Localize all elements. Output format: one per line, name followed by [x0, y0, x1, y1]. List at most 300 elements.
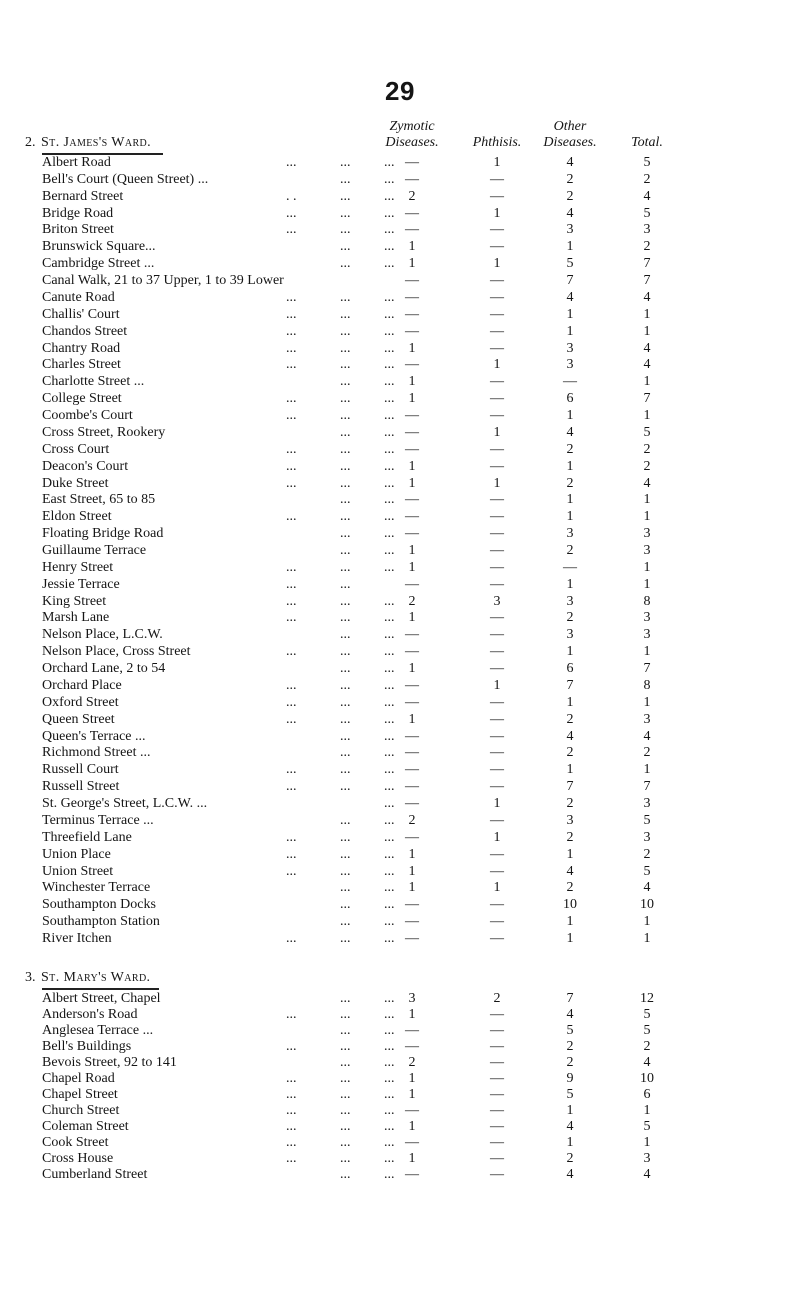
dot-leader: ...	[384, 711, 395, 727]
other-diseases-value: 4	[566, 863, 574, 879]
header-total-line2: Total.	[631, 135, 663, 150]
zymotic-value: —	[405, 914, 419, 930]
total-value: 1	[643, 1103, 651, 1118]
dot-leader: ...	[384, 846, 395, 862]
phthisis-value: 1	[493, 880, 501, 896]
other-diseases-value: 1	[566, 509, 574, 525]
total-value: 1	[643, 694, 651, 710]
zymotic-value: 1	[408, 475, 416, 491]
dot-leader: ...	[286, 391, 297, 407]
total-value: 2	[643, 458, 651, 474]
dot-leader: ...	[340, 779, 351, 795]
table-row	[0, 896, 800, 913]
other-diseases-value: 3	[566, 526, 574, 542]
table-row	[0, 458, 800, 475]
phthisis-value: 1	[493, 424, 501, 440]
header-phthisis-line2: Phthisis.	[472, 135, 522, 150]
dot-leader: ...	[384, 559, 395, 575]
dot-leader: ...	[340, 661, 351, 677]
total-value: 5	[643, 812, 651, 828]
table-row	[0, 441, 800, 458]
zymotic-value: —	[405, 509, 419, 525]
other-diseases-value: 1	[566, 914, 574, 930]
dot-leader: ...	[384, 543, 395, 558]
street-name: Chapel Road	[42, 1071, 115, 1086]
zymotic-value: 1	[408, 374, 416, 390]
zymotic-value: —	[405, 762, 419, 778]
dot-leader: ...	[340, 745, 351, 761]
dot-leader: ...	[384, 829, 395, 845]
zymotic-value: 1	[408, 340, 416, 356]
dot-leader: ...	[286, 1039, 297, 1054]
ward-name: St. James's Ward.	[41, 135, 152, 150]
dot-leader: ...	[340, 1103, 351, 1118]
total-value: 3	[643, 610, 651, 626]
total-value: 4	[643, 1167, 651, 1182]
phthisis-value: 1	[493, 475, 501, 491]
total-value: 5	[643, 424, 651, 440]
total-value: 1	[643, 762, 651, 778]
phthisis-value: —	[490, 812, 504, 828]
dot-leader: ...	[340, 306, 351, 322]
table-row	[0, 1022, 800, 1039]
zymotic-value: 1	[408, 610, 416, 626]
phthisis-value: 1	[493, 677, 501, 693]
header-zymotic	[372, 119, 452, 151]
dot-leader: ...	[286, 509, 297, 525]
other-diseases-value: 4	[566, 289, 574, 305]
dot-leader: ...	[384, 171, 395, 187]
dot-leader: ...	[286, 1103, 297, 1118]
table-row	[0, 205, 800, 222]
total-value: 7	[643, 661, 651, 677]
dot-leader: ...	[340, 644, 351, 660]
total-value: 1	[643, 374, 651, 390]
phthisis-value: —	[490, 408, 504, 424]
total-value: 1	[643, 1135, 651, 1150]
zymotic-value: 1	[408, 458, 416, 474]
other-diseases-value: 5	[566, 1087, 574, 1102]
dot-leader: ...	[286, 306, 297, 322]
dot-leader: ...	[340, 694, 351, 710]
table-row	[0, 373, 800, 390]
dot-leader: ...	[340, 424, 351, 440]
phthisis-value: —	[490, 306, 504, 322]
dot-leader: ...	[384, 239, 395, 255]
dot-leader: ...	[384, 779, 395, 795]
dot-leader: ...	[286, 829, 297, 845]
other-diseases-value: 2	[566, 829, 574, 845]
dot-leader: ...	[384, 188, 395, 204]
other-diseases-value: 6	[566, 391, 574, 407]
total-value: 1	[643, 576, 651, 592]
street-name: Church Street	[42, 1103, 120, 1118]
dot-leader: ...	[384, 458, 395, 474]
zymotic-value: 1	[408, 559, 416, 575]
other-diseases-value: 3	[566, 593, 574, 609]
other-diseases-value: 1	[566, 1103, 574, 1118]
table-row	[0, 356, 800, 373]
dot-leader: ...	[340, 991, 351, 1006]
street-name: Cook Street	[42, 1135, 109, 1150]
other-diseases-value: 2	[566, 475, 574, 491]
zymotic-value: 1	[408, 711, 416, 727]
total-value: 5	[643, 155, 651, 170]
other-diseases-value: 1	[566, 458, 574, 474]
dot-leader: ...	[340, 374, 351, 390]
dot-leader: ...	[384, 441, 395, 457]
total-value: 1	[643, 914, 651, 930]
dot-leader: ...	[384, 1087, 395, 1102]
dot-leader: ...	[340, 1071, 351, 1086]
table-row	[0, 306, 800, 323]
total-value: 3	[643, 829, 651, 845]
dot-leader: ...	[340, 931, 351, 947]
phthisis-value: —	[490, 458, 504, 474]
dot-leader: ...	[340, 846, 351, 862]
total-value: 4	[643, 728, 651, 744]
table-row	[0, 323, 800, 340]
street-name: Guillaume Terrace	[42, 543, 147, 558]
dot-leader: ...	[340, 239, 351, 255]
dot-leader: ...	[384, 509, 395, 525]
zymotic-value: —	[405, 155, 419, 170]
phthisis-value: —	[490, 1071, 504, 1086]
zymotic-value: —	[405, 829, 419, 845]
street-name: St. George's Street, L.C.W. ...	[42, 796, 208, 812]
phthisis-value: —	[490, 1087, 504, 1102]
other-diseases-value: 1	[566, 323, 574, 339]
zymotic-value: 1	[408, 1071, 416, 1086]
dot-leader: ...	[340, 188, 351, 204]
total-value: 7	[643, 391, 651, 407]
dot-leader: ...	[340, 289, 351, 305]
table-row	[0, 990, 800, 1007]
table-row	[0, 778, 800, 795]
street-name: Anderson's Road	[42, 1007, 138, 1022]
phthisis-value: —	[490, 222, 504, 238]
street-name: Eldon Street	[42, 509, 112, 525]
other-diseases-value: 4	[566, 155, 574, 170]
table-row	[0, 154, 800, 171]
dot-leader: ...	[340, 1087, 351, 1102]
other-diseases-value: 1	[566, 239, 574, 255]
table-row	[0, 643, 800, 660]
dot-leader: ...	[340, 222, 351, 238]
other-diseases-value: 4	[566, 1119, 574, 1134]
total-value: 3	[643, 543, 651, 558]
dot-leader: ...	[340, 1119, 351, 1134]
table-row	[0, 846, 800, 863]
other-diseases-value: 5	[566, 256, 574, 272]
other-diseases-value: 2	[566, 441, 574, 457]
dot-leader: ...	[384, 1151, 395, 1166]
table-row	[0, 1166, 800, 1183]
street-name: Chandos Street	[42, 323, 128, 339]
total-value: 1	[643, 408, 651, 424]
other-diseases-value: 1	[566, 492, 574, 508]
street-name: Henry Street	[42, 559, 114, 575]
street-name: Deacon's Court	[42, 458, 129, 474]
dot-leader: ...	[340, 897, 351, 913]
street-name: Duke Street	[42, 475, 109, 491]
street-name: Brunswick Square...	[42, 239, 156, 255]
header-phthisis	[457, 119, 537, 151]
street-name: Albert Street, Chapel	[42, 991, 161, 1006]
dot-leader: ...	[384, 610, 395, 626]
dot-leader: ...	[384, 374, 395, 390]
dot-leader: ...	[384, 205, 395, 221]
zymotic-value: —	[405, 1135, 419, 1150]
dot-leader: ...	[286, 222, 297, 238]
phthisis-value: —	[490, 846, 504, 862]
dot-leader: ...	[384, 593, 395, 609]
phthisis-value: 3	[493, 593, 501, 609]
table-row	[0, 424, 800, 441]
other-diseases-value: 7	[566, 991, 574, 1006]
dot-leader: ...	[286, 931, 297, 947]
dot-leader: ...	[286, 610, 297, 626]
phthisis-value: —	[490, 492, 504, 508]
street-name: Winchester Terrace	[42, 880, 151, 896]
dot-leader: ...	[340, 880, 351, 896]
section-heading-st-james	[25, 135, 151, 151]
dot-leader: ...	[286, 1087, 297, 1102]
total-value: 5	[643, 1023, 651, 1038]
total-value: 3	[643, 796, 651, 812]
total-value: 4	[643, 880, 651, 896]
dot-leader: ...	[384, 424, 395, 440]
other-diseases-value: 3	[566, 812, 574, 828]
dot-leader: ...	[340, 543, 351, 558]
zymotic-value: —	[405, 1039, 419, 1054]
dot-leader: ...	[340, 677, 351, 693]
table-row	[0, 829, 800, 846]
phthisis-value: —	[490, 509, 504, 525]
zymotic-value: 1	[408, 1151, 416, 1166]
zymotic-value: —	[405, 745, 419, 761]
other-diseases-value: 1	[566, 1135, 574, 1150]
dot-leader: ...	[384, 897, 395, 913]
street-name: Orchard Place	[42, 677, 122, 693]
dot-leader: ...	[384, 357, 395, 373]
dot-leader: ...	[340, 391, 351, 407]
dot-leader: ...	[384, 526, 395, 542]
dot-leader: ...	[384, 1039, 395, 1054]
dot-leader: ...	[340, 762, 351, 778]
dot-leader: ...	[286, 559, 297, 575]
table-row	[0, 238, 800, 255]
street-name: Chapel Street	[42, 1087, 118, 1102]
other-diseases-value: 6	[566, 661, 574, 677]
other-diseases-value: 2	[566, 610, 574, 626]
dot-leader: ...	[340, 610, 351, 626]
dot-leader: ...	[286, 340, 297, 356]
dot-leader: ...	[340, 458, 351, 474]
total-value: 8	[643, 593, 651, 609]
zymotic-value: —	[405, 357, 419, 373]
other-diseases-value: 4	[566, 1007, 574, 1022]
other-diseases-value: 1	[566, 762, 574, 778]
street-name: Southampton Station	[42, 914, 160, 930]
phthisis-value: —	[490, 1039, 504, 1054]
phthisis-value: —	[490, 897, 504, 913]
other-diseases-value: 7	[566, 779, 574, 795]
phthisis-value: —	[490, 1167, 504, 1182]
other-diseases-value: 3	[566, 340, 574, 356]
dot-leader: ...	[286, 863, 297, 879]
dot-leader: ...	[340, 441, 351, 457]
dot-leader: ...	[384, 1103, 395, 1118]
dot-leader: ...	[384, 931, 395, 947]
header-phthisis-line1	[457, 119, 537, 135]
total-value: 1	[643, 509, 651, 525]
phthisis-value: —	[490, 1103, 504, 1118]
street-name: Southampton Docks	[42, 897, 156, 913]
dot-leader: ...	[384, 222, 395, 238]
street-name: Oxford Street	[42, 694, 119, 710]
table-row	[0, 795, 800, 812]
street-name: Canute Road	[42, 289, 115, 305]
dot-leader: ...	[384, 289, 395, 305]
total-value: 3	[643, 627, 651, 643]
dot-leader: ...	[384, 306, 395, 322]
street-name: College Street	[42, 391, 122, 407]
other-diseases-value: 4	[566, 205, 574, 221]
total-value: 5	[643, 1007, 651, 1022]
dot-leader: ...	[340, 711, 351, 727]
phthisis-value: —	[490, 543, 504, 558]
table-row	[0, 879, 800, 896]
zymotic-value: 1	[408, 1087, 416, 1102]
other-diseases-value: 1	[566, 846, 574, 862]
table-row	[0, 744, 800, 761]
dot-leader: ...	[384, 863, 395, 879]
dot-leader: ...	[340, 863, 351, 879]
dot-leader: ...	[384, 762, 395, 778]
dot-leader: ...	[286, 408, 297, 424]
table-row	[0, 559, 800, 576]
other-diseases-value: 1	[566, 931, 574, 947]
dot-leader: ...	[286, 1151, 297, 1166]
zymotic-value: 2	[408, 188, 416, 204]
dot-leader: ...	[340, 829, 351, 845]
street-name: Queen's Terrace ...	[42, 728, 146, 744]
other-diseases-value: —	[563, 559, 577, 575]
phthisis-value: —	[490, 1055, 504, 1070]
street-name: Bernard Street	[42, 188, 124, 204]
total-value: 3	[643, 526, 651, 542]
dot-leader: ...	[340, 1135, 351, 1150]
phthisis-value: —	[490, 644, 504, 660]
street-name: Queen Street	[42, 711, 115, 727]
dot-leader: ...	[384, 492, 395, 508]
table-row	[0, 863, 800, 880]
total-value: 3	[643, 222, 651, 238]
dot-leader: ...	[340, 812, 351, 828]
dot-leader: ...	[384, 1167, 395, 1182]
dot-leader: ...	[340, 205, 351, 221]
section-heading-st-marys	[25, 970, 150, 986]
phthisis-value: —	[490, 762, 504, 778]
table-row	[0, 390, 800, 407]
other-diseases-value: 1	[566, 306, 574, 322]
header-total-line1	[612, 119, 682, 135]
total-value: 8	[643, 677, 651, 693]
total-value: 2	[643, 171, 651, 187]
phthisis-value: —	[490, 188, 504, 204]
dot-leader: ...	[384, 323, 395, 339]
street-name: Cambridge Street ...	[42, 256, 155, 272]
dot-leader: ...	[286, 289, 297, 305]
dot-leader: ...	[340, 1151, 351, 1166]
street-name: Richmond Street ...	[42, 745, 151, 761]
street-name: River Itchen	[42, 931, 112, 947]
total-value: 10	[640, 897, 654, 913]
street-name: Coleman Street	[42, 1119, 129, 1134]
dot-leader: ...	[384, 155, 395, 170]
dot-leader: ...	[384, 728, 395, 744]
total-value: 4	[643, 340, 651, 356]
street-name: Bevois Street, 92 to 141	[42, 1055, 177, 1070]
dot-leader: ...	[384, 914, 395, 930]
zymotic-value: —	[405, 644, 419, 660]
total-value: 2	[643, 441, 651, 457]
other-diseases-value: 4	[566, 728, 574, 744]
dot-leader: ...	[340, 1039, 351, 1054]
zymotic-value: —	[405, 526, 419, 542]
zymotic-value: —	[405, 323, 419, 339]
other-diseases-value: 2	[566, 1055, 574, 1070]
phthisis-value: —	[490, 441, 504, 457]
header-zymotic-line2: Diseases.	[385, 135, 439, 150]
table-row	[0, 728, 800, 745]
dot-leader: ...	[286, 1119, 297, 1134]
phthisis-value: —	[490, 323, 504, 339]
other-diseases-value: 1	[566, 694, 574, 710]
dot-leader: ...	[384, 256, 395, 272]
dot-leader: ...	[384, 661, 395, 677]
dot-leader: ...	[340, 1055, 351, 1070]
zymotic-value: —	[405, 441, 419, 457]
total-value: 2	[643, 1039, 651, 1054]
dot-leader: ...	[340, 728, 351, 744]
street-name: Nelson Place, L.C.W.	[42, 627, 163, 643]
table-row	[0, 188, 800, 205]
dot-leader: ...	[286, 846, 297, 862]
street-name: Threefield Lane	[42, 829, 132, 845]
dot-leader: ...	[286, 1007, 297, 1022]
dot-leader: ...	[384, 694, 395, 710]
total-value: 5	[643, 205, 651, 221]
street-name: Albert Road	[42, 155, 111, 170]
dot-leader: ...	[286, 205, 297, 221]
street-name: Terminus Terrace ...	[42, 812, 154, 828]
dot-leader: ...	[340, 526, 351, 542]
zymotic-value: —	[405, 492, 419, 508]
zymotic-value: 1	[408, 239, 416, 255]
zymotic-value: —	[405, 1167, 419, 1182]
dot-leader: ...	[340, 1023, 351, 1038]
dot-leader: ...	[340, 914, 351, 930]
dot-leader: ...	[340, 155, 351, 170]
dot-leader: ...	[384, 796, 395, 812]
header-other	[530, 119, 610, 151]
total-value: 2	[643, 846, 651, 862]
total-value: 5	[643, 863, 651, 879]
table-row	[0, 1118, 800, 1135]
dot-leader: ...	[340, 1007, 351, 1022]
